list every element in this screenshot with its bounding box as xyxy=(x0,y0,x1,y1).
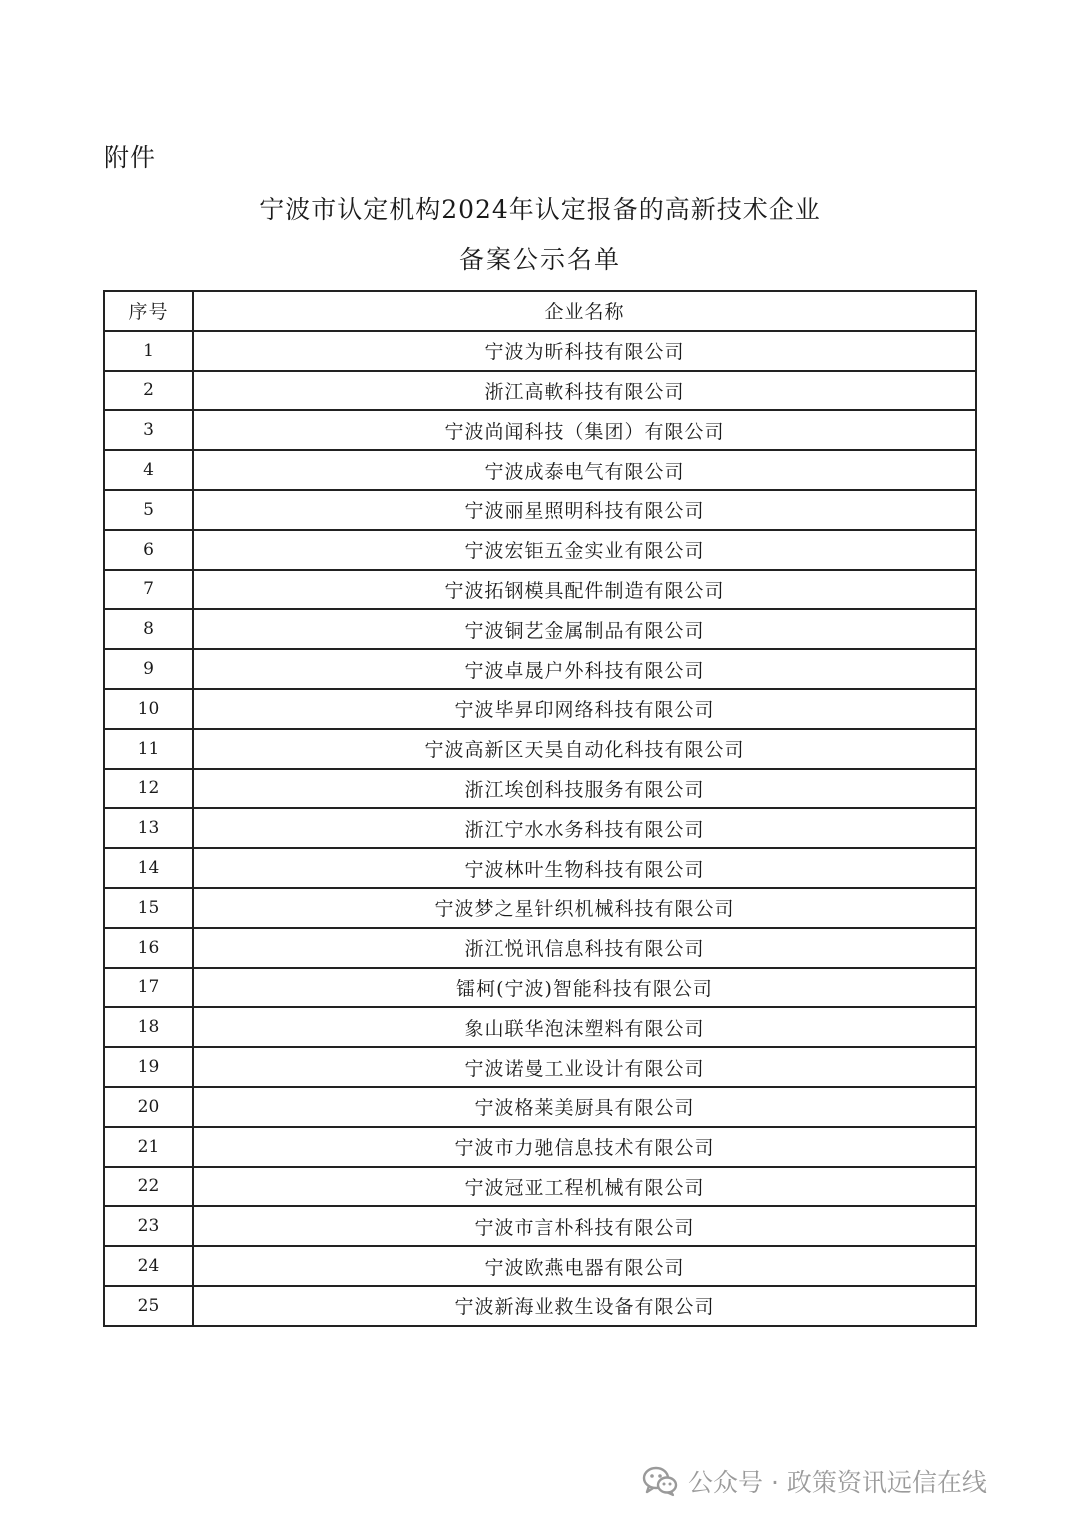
company-name: 宁波冠亚工程机械有限公司 xyxy=(193,1167,976,1207)
row-number: 8 xyxy=(104,609,193,649)
company-name: 浙江高軟科技有限公司 xyxy=(193,371,976,411)
table-row xyxy=(104,410,976,450)
column-header-no: 序号 xyxy=(104,291,193,331)
page-title: 宁波市认定机构2024年认定报备的高新技术企业 xyxy=(259,195,821,224)
page-subtitle: 备案公示名单 xyxy=(458,245,621,274)
row-number: 15 xyxy=(104,888,193,928)
company-name: 宁波为昕科技有限公司 xyxy=(193,331,976,371)
table-row xyxy=(104,1047,976,1087)
company-name: 宁波拓钢模具配件制造有限公司 xyxy=(193,570,976,610)
table-row xyxy=(104,609,976,649)
table-row xyxy=(104,928,976,968)
watermark-text: 公众号 · 政策资讯远信在线 xyxy=(688,1468,987,1497)
row-number: 18 xyxy=(104,1007,193,1047)
table-row xyxy=(104,888,976,928)
row-number: 16 xyxy=(104,928,193,968)
attachment-label: 附件 xyxy=(104,143,157,172)
company-name: 宁波成泰电气有限公司 xyxy=(193,450,976,490)
table-row xyxy=(104,848,976,888)
table-row xyxy=(104,570,976,610)
row-number: 6 xyxy=(104,530,193,570)
company-name: 宁波格莱美厨具有限公司 xyxy=(193,1087,976,1127)
table-row xyxy=(104,729,976,769)
table-row xyxy=(104,1246,976,1286)
row-number: 17 xyxy=(104,968,193,1008)
company-name: 镭柯(宁波)智能科技有限公司 xyxy=(193,968,976,1008)
table-row xyxy=(104,689,976,729)
table-row xyxy=(104,371,976,411)
row-number: 2 xyxy=(104,371,193,411)
company-name: 宁波尚闻科技（集团）有限公司 xyxy=(193,410,976,450)
row-number: 12 xyxy=(104,769,193,809)
company-name: 宁波市言朴科技有限公司 xyxy=(193,1206,976,1246)
table-row xyxy=(104,769,976,809)
company-name: 宁波铜艺金属制品有限公司 xyxy=(193,609,976,649)
table-row xyxy=(104,649,976,689)
table-row xyxy=(104,1127,976,1167)
row-number: 3 xyxy=(104,410,193,450)
table-row xyxy=(104,808,976,848)
row-number: 13 xyxy=(104,808,193,848)
table-row xyxy=(104,968,976,1008)
row-number: 7 xyxy=(104,570,193,610)
table-row xyxy=(104,450,976,490)
row-number: 14 xyxy=(104,848,193,888)
company-name: 宁波卓晟户外科技有限公司 xyxy=(193,649,976,689)
column-header-name: 企业名称 xyxy=(193,291,976,331)
company-name: 宁波丽星照明科技有限公司 xyxy=(193,490,976,530)
company-name: 浙江宁水水务科技有限公司 xyxy=(193,808,976,848)
row-number: 20 xyxy=(104,1087,193,1127)
table-row xyxy=(104,1167,976,1207)
table-row xyxy=(104,1007,976,1047)
row-number: 22 xyxy=(104,1167,193,1207)
company-name: 宁波市力驰信息技术有限公司 xyxy=(193,1127,976,1167)
table-header-row xyxy=(104,291,976,331)
company-name: 宁波宏钜五金实业有限公司 xyxy=(193,530,976,570)
company-name: 浙江埃创科技服务有限公司 xyxy=(193,769,976,809)
row-number: 9 xyxy=(104,649,193,689)
company-name: 宁波诺曼工业设计有限公司 xyxy=(193,1047,976,1087)
company-name: 浙江悦讯信息科技有限公司 xyxy=(193,928,976,968)
table-row xyxy=(104,331,976,371)
company-name: 宁波梦之星针织机械科技有限公司 xyxy=(193,888,976,928)
row-number: 4 xyxy=(104,450,193,490)
row-number: 19 xyxy=(104,1047,193,1087)
wechat-icon xyxy=(642,1465,678,1497)
table-row xyxy=(104,490,976,530)
company-name: 宁波毕昇印网络科技有限公司 xyxy=(193,689,976,729)
table-row xyxy=(104,1286,976,1326)
table-row xyxy=(104,1087,976,1127)
watermark xyxy=(642,1463,987,1499)
row-number: 25 xyxy=(104,1286,193,1326)
row-number: 21 xyxy=(104,1127,193,1167)
row-number: 1 xyxy=(104,331,193,371)
row-number: 23 xyxy=(104,1206,193,1246)
company-name: 宁波高新区天昊自动化科技有限公司 xyxy=(193,729,976,769)
row-number: 24 xyxy=(104,1246,193,1286)
company-name: 宁波欧燕电器有限公司 xyxy=(193,1246,976,1286)
row-number: 10 xyxy=(104,689,193,729)
table-row xyxy=(104,530,976,570)
company-table xyxy=(103,290,977,1327)
row-number: 11 xyxy=(104,729,193,769)
company-name: 宁波林叶生物科技有限公司 xyxy=(193,848,976,888)
company-name: 象山联华泡沫塑料有限公司 xyxy=(193,1007,976,1047)
row-number: 5 xyxy=(104,490,193,530)
table-row xyxy=(104,1206,976,1246)
company-name: 宁波新海业救生设备有限公司 xyxy=(193,1286,976,1326)
